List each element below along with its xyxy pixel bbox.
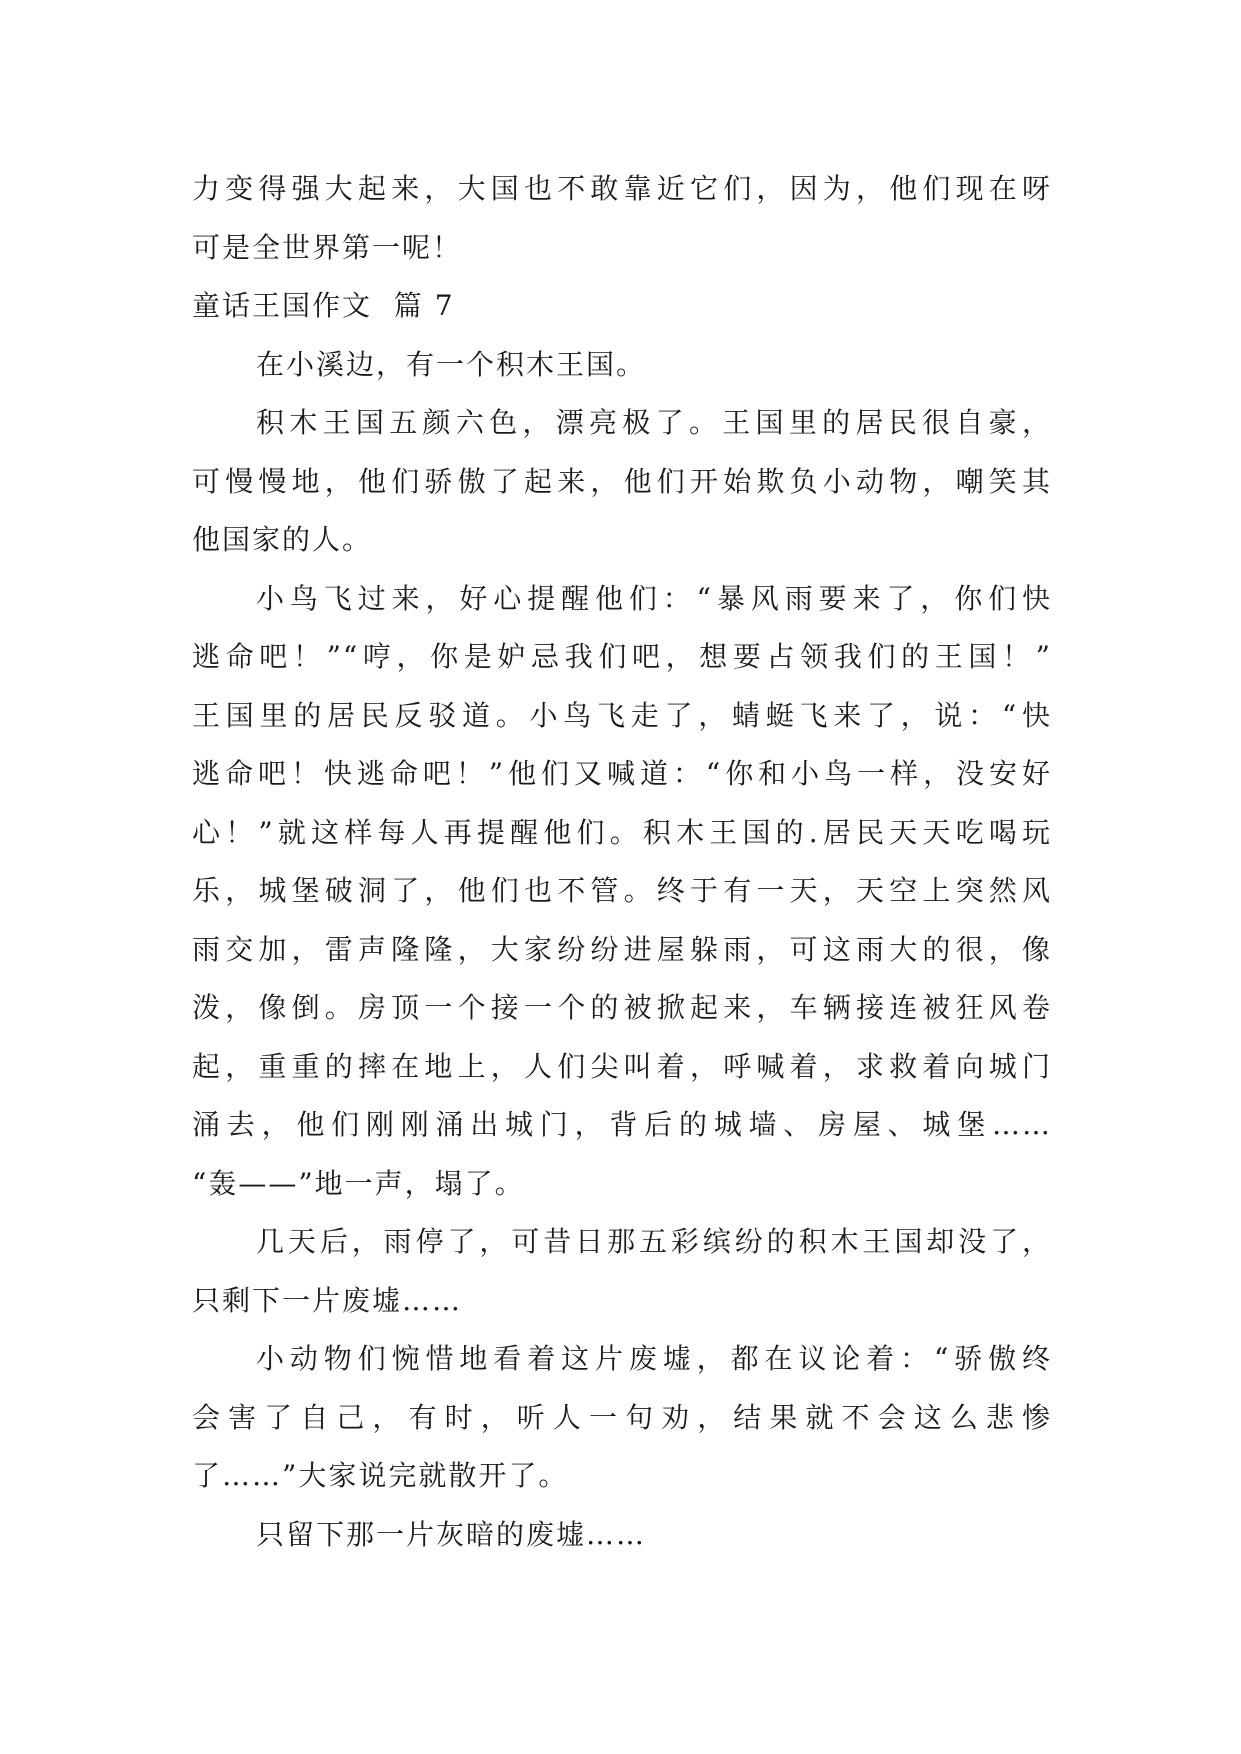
text-line: “轰——”地一声，塌了。: [192, 1166, 525, 1200]
text-line: 了……”大家说完就散开了。: [192, 1459, 569, 1492]
text-line: 可慢慢地，他们骄傲了起来，他们开始欺负小动物，嘲笑其: [192, 464, 1052, 498]
paragraph-first-line: 积木王国五颜六色，漂亮极了。王国里的居民很自豪，: [256, 406, 1052, 439]
text-line: 逃命吧！”“哼，你是妒忌我们吧，想要占领我们的王国！”: [192, 640, 1052, 673]
text-line: 心！”就这样每人再提醒他们。积木王国的.居民天天吃喝玩: [192, 815, 1052, 849]
paragraph-first-line: 几天后，雨停了，可昔日那五彩缤纷的积木王国却没了，: [256, 1225, 1052, 1258]
paragraph-first-line: 只留下那一片灰暗的废墟……: [256, 1517, 647, 1551]
paragraph-first-line: 小动物们惋惜地看着这片废墟，都在议论着：“骄傲终: [256, 1342, 1052, 1375]
article-body: [192, 160, 1052, 1564]
text-line: 起，重重的摔在地上，人们尖叫着，呼喊着，求救着向城门: [192, 1049, 1052, 1083]
text-line: 只剩下一片废墟……: [192, 1283, 463, 1317]
text-line: 力变得强大起来，大国也不敢靠近它们，因为，他们现在呀: [192, 172, 1052, 205]
text-line: 乐，城堡破洞了，他们也不管。终于有一天，天空上突然风: [192, 874, 1052, 907]
paragraph-first-line: 在小溪边，有一个积木王国。: [256, 347, 647, 381]
text-line: 可是全世界第一呢！: [192, 230, 463, 264]
text-line: 雨交加，雷声隆隆，大家纷纷进屋躲雨，可这雨大的很，像: [192, 932, 1052, 966]
text-line: 王国里的居民反驳道。小鸟飞走了，蜻蜓飞来了，说：“快: [192, 698, 1052, 732]
text-line: 泼，像倒。房顶一个接一个的被掀起来，车辆接连被狂风卷: [192, 991, 1052, 1024]
text-line: 逃命吧！快逃命吧！”他们又喊道：“你和小鸟一样，没安好: [192, 757, 1052, 790]
text-line: 会害了自己，有时，听人一句劝，结果就不会这么悲惨: [192, 1400, 1052, 1434]
text-line: 他国家的人。: [192, 523, 373, 556]
section-heading: 童话王国作文 篇 7: [192, 289, 455, 322]
paragraph-first-line: 小鸟飞过来，好心提醒他们：“暴风雨要来了，你们快: [256, 581, 1052, 615]
text-line: 涌去，他们刚刚涌出城门，背后的城墙、房屋、城堡……: [192, 1108, 1052, 1141]
